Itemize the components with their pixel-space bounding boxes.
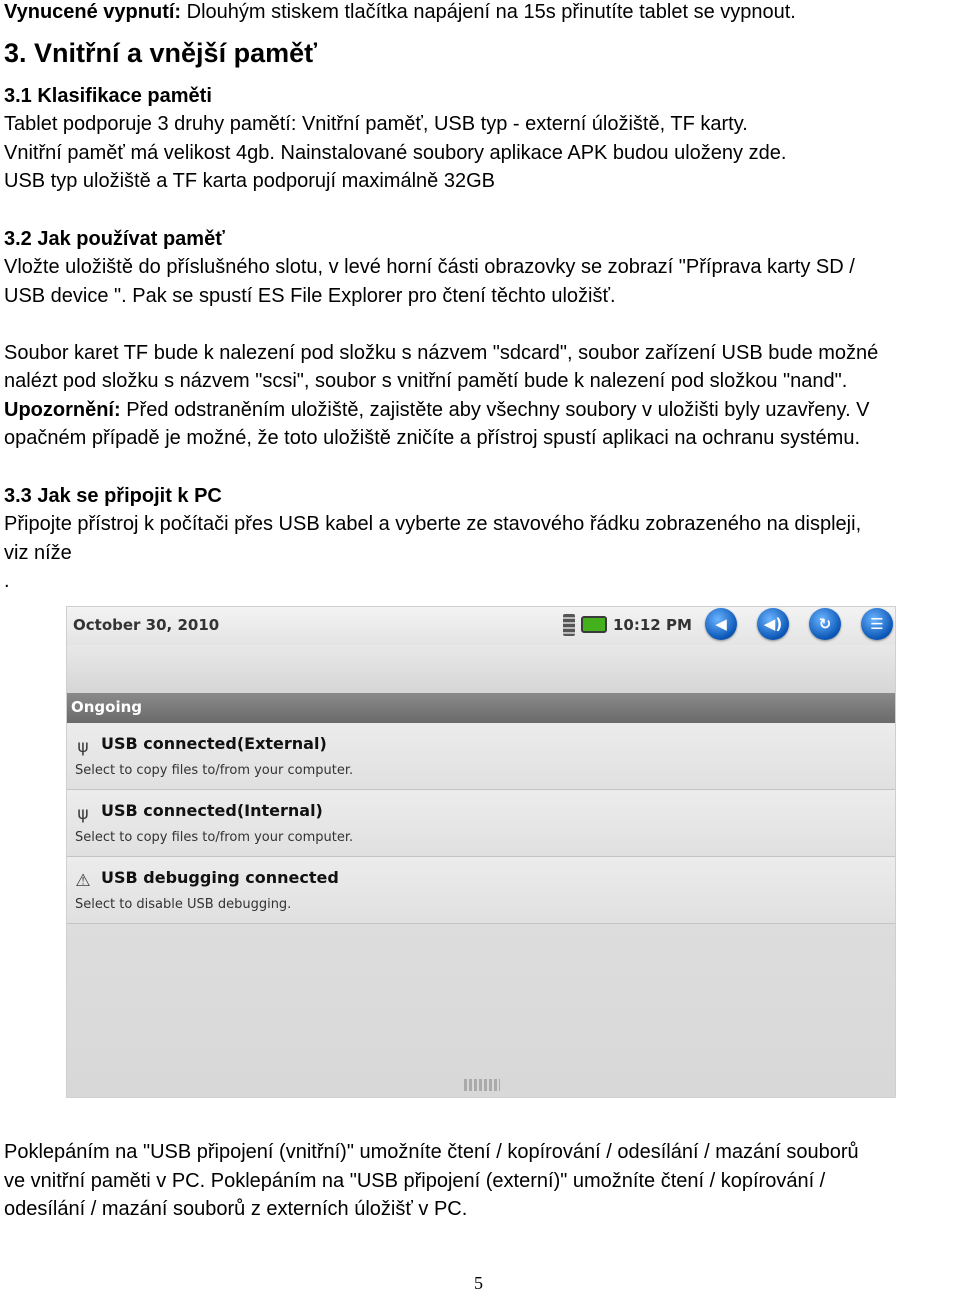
notification-usb-internal[interactable] <box>67 790 895 857</box>
status-bar <box>67 607 895 645</box>
notification-screenshot <box>66 606 896 1098</box>
notification-title: USB connected(Internal) <box>101 801 323 820</box>
notification-title: USB connected(External) <box>101 734 327 753</box>
para-3-1-line2: Vnitřní paměť má velikost 4gb. Nainstalované soubory aplikace APK budou uloženy zde. <box>4 142 787 164</box>
status-divider <box>67 645 895 693</box>
volume-up-icon[interactable]: ◀) <box>757 608 789 640</box>
page-number: 5 <box>474 1273 483 1293</box>
heading-3-2: 3.2 Jak používat paměť <box>4 228 225 250</box>
status-time: 10:12 PM <box>613 616 692 634</box>
forced-shutdown-text: Dlouhým stiskem tlačítka napájení na 15s přinutíte tablet se vypnout. <box>181 1 796 23</box>
notification-title: USB debugging connected <box>101 868 339 887</box>
para-storage-line2: nalézt pod složku s názvem "scsi", soubor s vnitřní pamětí bude k nalezení pod složkou "nand". <box>4 370 848 392</box>
para-storage-line4: opačném případě je možné, že toto uložiště zničíte a přístroj spustí aplikaci na ochranu systému. <box>4 427 860 449</box>
para-3-2-line2: USB device ". Pak se spustí ES File Explorer pro čtení těchto uložišť. <box>4 285 616 307</box>
usb-icon: ψ <box>77 737 89 757</box>
menu-icon[interactable]: ☰ <box>861 608 893 640</box>
refresh-icon[interactable]: ↻ <box>809 608 841 640</box>
usb-status-icon <box>563 614 575 636</box>
para-end-line3: odesílání / mazání souborů z externích úložišť v PC. <box>4 1198 468 1220</box>
para-3-1-line1: Tablet podporuje 3 druhy pamětí: Vnitřní paměť, USB typ - externí úložiště, TF karty. <box>4 113 748 135</box>
notification-subtitle: Select to copy files to/from your computer. <box>75 763 354 778</box>
volume-down-icon[interactable]: ◀ <box>705 608 737 640</box>
ongoing-header <box>67 693 895 723</box>
warning-icon: ⚠ <box>75 871 91 891</box>
forced-shutdown-line <box>4 0 796 24</box>
notification-subtitle: Select to copy files to/from your computer. <box>75 830 354 845</box>
notification-subtitle: Select to disable USB debugging. <box>75 897 292 912</box>
drag-handle[interactable] <box>464 1079 500 1091</box>
para-3-3-line3: . <box>4 570 10 592</box>
para-3-2-line1: Vložte uložiště do příslušného slotu, v levé horní části obrazovky se zobrazí "Příprava karty SD / <box>4 256 855 278</box>
warning-line <box>4 398 870 422</box>
para-3-3-line2: viz níže <box>4 542 72 564</box>
ongoing-label: Ongoing <box>71 698 143 716</box>
warning-text: Před odstraněním uložiště, zajistěte aby všechny soubory v uložišti byly uzavřeny. V <box>120 399 870 421</box>
usb-icon: ψ <box>77 804 89 824</box>
para-end-line2: ve vnitřní paměti v PC. Poklepáním na "USB připojení (externí)" umožníte čtení / kopírování / <box>4 1170 826 1192</box>
status-date: October 30, 2010 <box>73 616 220 634</box>
notification-usb-external[interactable] <box>67 723 895 790</box>
forced-shutdown-label: Vynucené vypnutí: <box>4 1 182 23</box>
para-storage-line1: Soubor karet TF bude k nalezení pod složku s názvem "sdcard", soubor zařízení USB bude možné <box>4 342 879 364</box>
para-3-3-line1: Připojte přístroj k počítači přes USB kabel a vyberte ze stavového řádku zobrazeného na displeji, <box>4 513 862 535</box>
heading-3-3: 3.3 Jak se připojit k PC <box>4 485 222 507</box>
heading-3-1: 3.1 Klasifikace paměti <box>4 85 212 107</box>
warning-label: Upozornění: <box>4 399 121 421</box>
para-end-line1: Poklepáním na "USB připojení (vnitřní)" umožníte čtení / kopírování / odesílání / mazání souborů <box>4 1141 859 1163</box>
battery-icon <box>581 616 607 633</box>
heading-3: 3. Vnitřní a vnější paměť <box>4 38 318 68</box>
para-3-1-line3: USB typ uložiště a TF karta podporují maximálně 32GB <box>4 170 495 192</box>
notification-usb-debugging[interactable] <box>67 857 895 924</box>
